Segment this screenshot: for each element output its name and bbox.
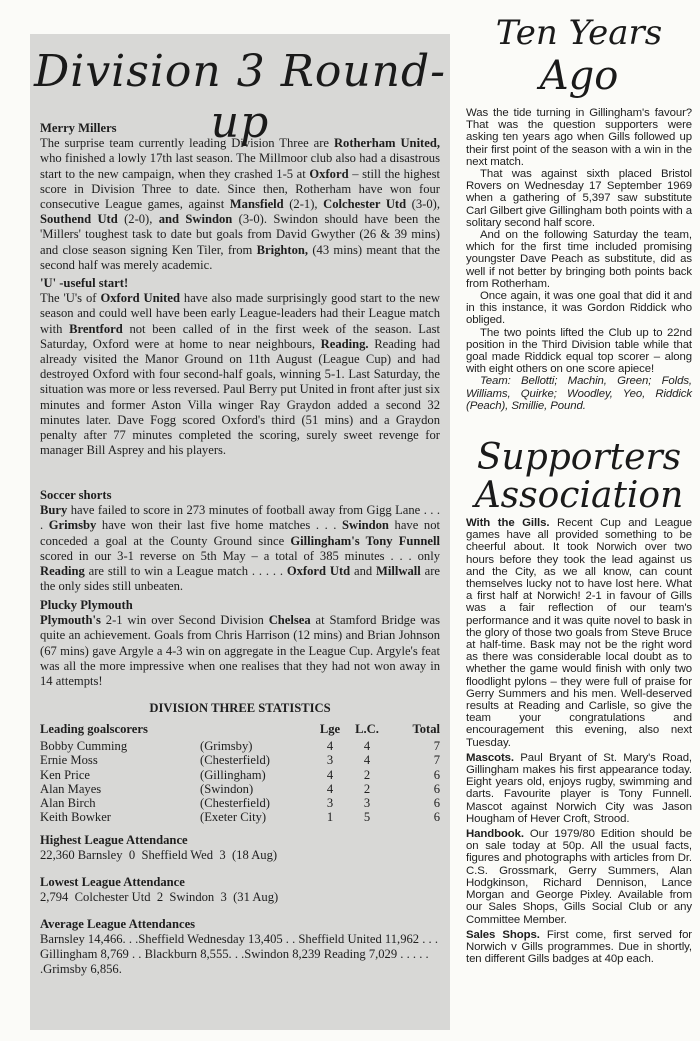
article-text: Chelsea: [268, 613, 311, 628]
goalscorer-lc: 2: [363, 781, 371, 796]
article-text: Colchester Utd: [323, 197, 407, 212]
supporters-lead: With the Gills.: [466, 517, 550, 529]
article-text: Bury: [40, 503, 68, 518]
article-heading: Plucky Plymouth: [40, 598, 133, 612]
article-text: Millwall: [376, 564, 421, 579]
article-text: (43 mins) meant that the second half was merely academic.: [40, 242, 440, 272]
article-text: Oxford United: [100, 291, 180, 306]
article-text: Oxford: [309, 166, 349, 181]
goalscorer-club: (Gillingham): [200, 767, 266, 782]
article-text: have failed to score in 273 minutes of football away from Gigg Lane . . . .: [40, 503, 440, 533]
article-text: The 'U's of: [40, 291, 101, 306]
ten-years-paragraph: Team: Bellotti; Machin, Green; Folds, Williams, Quirke; Woodley, Yeo, Riddick (Peach), Smillie, Pound.: [466, 375, 692, 412]
article-text: Brentford: [69, 321, 123, 336]
goalscorer-name: Ernie Moss: [40, 753, 98, 768]
article-text: Oxford Utd: [286, 564, 351, 579]
goalscorer-name: Bobby Cumming: [40, 739, 128, 754]
goalscorer-lge: 4: [326, 781, 334, 796]
article-body: [40, 136, 440, 273]
lowest-attendance: Lowest League Attendance 2,794 Colchester Utd 2 Swindon 3 (31 Aug): [40, 875, 279, 905]
article-text: – still the highest score in Division Three to date. Since then, Rotherham have won four consecutive League games, against: [40, 166, 440, 212]
goalscorer-lge: 4: [326, 739, 334, 754]
article-text: (3-0),: [406, 197, 441, 212]
goalscorer-name: Ken Price: [40, 767, 91, 782]
article-text: have also made surprisingly good start to the new season and could well have been early League-leaders had their League match with: [40, 291, 440, 336]
goalscorer-lge: 1: [326, 810, 334, 825]
article-text: Grimsby: [48, 518, 97, 533]
supporters-paragraph: [466, 828, 692, 926]
article-text: and: [350, 564, 377, 579]
goalscorer-row: [40, 753, 440, 767]
goalscorer-row: [40, 782, 440, 796]
supporters-text: Recent Cup and League games have all provided something to be cheerful about. It took Norwich over two hours before they took the lead against us and the City, as we all know, can count themselves lucky not to have lost here. What a first half at Norwich! 2-1 in favour of Gills was a fair reflection of our team's performance and it was quite novel to bask in the glory of those two goals from Steve Bruce at half-time. Bask may not be the right word as there was considerable local doubt as to whether the game would finish with only two floodlight pylons – they were full of praise for Gerry Summers and his men. Well-deserved results at Reading and Carlisle, so give the team your congratulations and encouragement this evening, also next Tuesday.: [466, 517, 692, 749]
goalscorer-club: (Swindon): [200, 781, 254, 796]
supporters-title-line2: Association: [474, 475, 684, 516]
article-text: are the only sides still unbeaten.: [40, 564, 441, 594]
ten-years-paragraph: And on the following Saturday the team, which for the first time included promising youngster Dave Peach as substitute, did as well if not better by bringing both points back from Rotherham.: [466, 229, 692, 290]
article-text: The surprise team currently leading Division Three are: [40, 136, 334, 151]
supporters-text: Our 1979/80 Edition should be on sale today at 50p. All the usual facts, figures and photographs with articles from Dr. C.S. Grossmark, Gerry Summers, Alan Hodgkinson, Richard Dennison, Lance Morgan and George Pixley. Available from our Sales Shops, Gills Social Club or any Committee Member.: [466, 828, 692, 926]
goalscorer-row: [40, 796, 440, 810]
supporters-lead: Sales Shops.: [466, 928, 540, 941]
article-text: Mansfield: [229, 197, 284, 212]
ten-years-paragraph: The two points lifted the Club up to 22nd position in the Third Division table while that goal made Riddick equal top scorer – along with eight others on one score apiece!: [466, 326, 692, 376]
article-text: 2-1 win over Second Division: [100, 613, 269, 628]
supporters-text: First come, first served for Norwich v Gills programmes. Due in shortly, ten different Gills badges at 40p each.: [466, 928, 692, 966]
goalscorer-club: (Chesterfield): [200, 753, 270, 768]
goalscorer-lc: 4: [363, 753, 371, 768]
article-text: (2-0),: [117, 212, 159, 227]
ten-years-paragraph: Once again, it was one goal that did it and in this instance, it was Gordon Riddick who obliged.: [466, 290, 692, 327]
goalscorer-club: (Grimsby): [200, 739, 253, 754]
goalscorer-row: [40, 739, 440, 753]
supporters-paragraph: [466, 517, 692, 749]
article-body: [40, 291, 440, 458]
goalscorer-row: [40, 768, 440, 782]
article-text: who finished a lowly 17th last season. The Millmoor club also had a disastrous start to the new campaign, when they crashed 1-5 at: [40, 151, 440, 181]
article-text: at Stamford Bridge was quite an achievement. Goals from Chris Harrison (12 mins) and Brian Johnson (67 mins) gave Argyle a 4-3 win on aggregate in the League Cup. Argyle's feat was all the more impressive when one realises that they had not won away in 14 attempts!: [40, 613, 441, 689]
article-text: Brighton,: [256, 242, 309, 257]
goalscorer-total: 6: [433, 767, 440, 782]
goalscorer-name: Alan Mayes: [40, 781, 102, 796]
goalscorer-total: 7: [433, 739, 440, 754]
article-text: have won their last five home matches . . .: [96, 518, 343, 533]
stats-block: [40, 722, 440, 977]
article-plucky-plymouth: [40, 598, 440, 689]
article-merry-millers: [40, 121, 440, 273]
goalscorer-lc: 5: [363, 810, 371, 825]
article-heading: 'U' -useful start!: [40, 276, 129, 290]
supporters-paragraph: [466, 929, 692, 966]
ten-years-title-line2: Ago: [539, 53, 619, 99]
stats-title: DIVISION THREE STATISTICS: [149, 701, 331, 715]
average-attendances: Average League Attendances Barnsley 14,466. . .Sheffield Wednesday 13,405 . . Sheffield United 11,962 . . . Gillingham 8,769 . . Blackburn 8,555. . .Swindon 8,239 Reading 7,029 . . . . . .Grimsby 6,856.: [40, 917, 438, 977]
supporters-title-line1: Supporters: [476, 437, 682, 478]
goalscorer-lge: 4: [326, 767, 334, 782]
goalscorer-total: 6: [433, 795, 440, 810]
article-text: Swindon: [342, 518, 389, 533]
article-text: have not conceded a goal at the County Ground since: [40, 518, 440, 548]
goalscorer-club: (Chesterfield): [200, 795, 270, 810]
article-text: Reading: [40, 564, 85, 579]
goalscorer-row: [40, 810, 440, 824]
article-text: and Swindon: [158, 212, 233, 227]
goalscorer-name: Alan Birch: [40, 795, 96, 810]
goalscorer-lc: 3: [363, 795, 371, 810]
article-heading: Soccer shorts: [40, 488, 112, 502]
article-text: Gillingham's Tony Funnell: [290, 533, 440, 548]
ten-years-paragraph: That was against sixth placed Bristol Rovers on Wednesday 17 September 1969 when a gathering of 5,397 saw substitute Carl Gilbert give Gillingham both points with a solitary second half score.: [466, 168, 692, 229]
supporters-paragraph: [466, 752, 692, 825]
goalscorer-total: 6: [433, 781, 440, 796]
supporters-lead: Handbook.: [466, 828, 524, 841]
goalscorers-header: Leading goalscorers Lge L.C. Total: [40, 722, 440, 736]
goalscorer-lc: 2: [363, 767, 371, 782]
article-text: (2-1),: [283, 197, 324, 212]
article-text: Rotherham United,: [333, 136, 440, 151]
article-text: Reading.: [320, 336, 369, 351]
goalscorer-name: Keith Bowker: [40, 810, 111, 825]
supporters-text: Paul Bryant of St. Mary's Road, Gillingham makes his first appearance today. Eight years old, enjoys rugby, swimming and darts. Favourite player is Tony Funnell. Mascot against Norwich City was Jason Hougham of Hever Croft, Strood.: [466, 751, 692, 825]
supporters-article: [466, 517, 692, 968]
article-text: Plymouth's: [40, 613, 101, 628]
supporters-lead: Mascots.: [466, 751, 514, 764]
ten-years-article: [466, 107, 692, 412]
highest-attendance: Highest League Attendance 22,360 Barnsley 0 Sheffield Wed 3 (18 Aug): [40, 833, 278, 863]
division-3-title: Division 3 Round-up: [33, 46, 447, 148]
article-heading: Merry Millers: [40, 121, 117, 135]
article-soccer-shorts: [40, 488, 440, 594]
article-text: not been called of in the first week of the season. Last Saturday, Oxford were at home to near neighbours,: [40, 321, 440, 351]
goalscorer-club: (Exeter City): [200, 810, 267, 825]
article-text: Southend Utd: [40, 212, 118, 227]
ten-years-title-line1: Ten Years: [495, 13, 663, 53]
goalscorer-lc: 4: [363, 739, 371, 754]
goalscorer-total: 7: [433, 753, 440, 768]
ten-years-paragraph: Was the tide turning in Gillingham's favour? That was the question supporters were asking ten years ago when Gills followed up their first point of the season with a win in the next match.: [466, 107, 692, 168]
article-text: scored in our 3-1 reverse on 5th May – a total of 385 minutes . . . only: [40, 548, 440, 563]
article-body: [40, 613, 440, 689]
article-text: are still to win a League match . . . . .: [84, 564, 287, 579]
goalscorer-lge: 3: [326, 795, 334, 810]
article-u-useful-start: [40, 276, 440, 458]
article-text: Reading had already visited the Manor Ground on 11th August (League Cup) and had destroyed Oxford with four second-half goals, winning 5-1. Last Saturday, the situation was more or less reversed. Paul Berry put United in front after just six minutes and former Aston Villa winger Ray Graydon added a second 32 minutes later. Dave Fogg scored Oxford's third (51 mins) and a Graydon penalty after 77 minutes completed the scoring, surely sweet revenge for manager Bill Asprey and his players.: [40, 336, 440, 458]
article-body: [40, 503, 440, 594]
article-text: (3-0). Swindon should have been the 'Millers' toughest task to date but goals from David Gwyther (26 & 39 mins) and close season signing Ken Tiler, from: [40, 212, 440, 257]
goalscorer-lge: 3: [326, 753, 334, 768]
goalscorer-total: 6: [433, 810, 440, 825]
